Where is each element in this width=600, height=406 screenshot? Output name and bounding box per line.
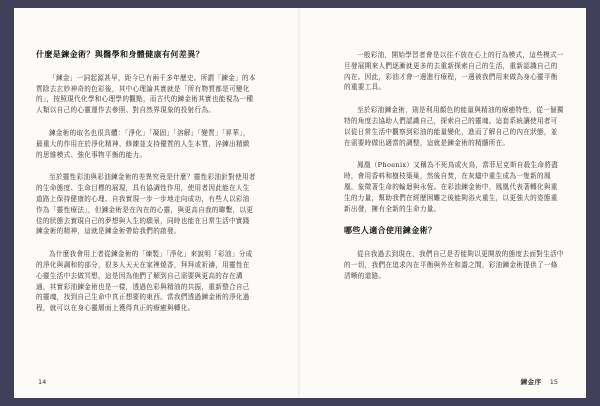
running-head: 鍊金序 [520,378,542,386]
paragraph: 鍊金術的取名也很具體：「淨化」「凝固」「溶解」「變質」「昇華」，最重大的作用在於淨化精神、修練並支持優質的人生本質，淬鍊出精緻的思維模式、強化事物平衡的能力。 [36,128,250,159]
paragraph: 鳳凰（Phoenix）又稱為不死鳥或火鳥，當菲尼克斯自殺生命將盡時，會用香料和樹枝築巢，然後自焚，在灰燼中重生成為一隻新的鳳凰，象徵著生命的輪迴與永恆。在彩油鍊金術中，鳳凰代表著轉化與重生的力量，幫助我們在經歷困難之後能夠浴火重生，以更強大的姿態重新出發，擁有全新的生命力量。 [344,161,559,213]
page-number-left: 14 [38,378,47,386]
left-text-column [36,50,256,326]
paragraph: 至於彩油鍊金術，則是利用顏色的能量與精油的療癒特性，從一個獨特的角度去協助人們認識自己，探索自己的靈魂。這套系統讓使用者可以從日常生活中觀察到彩油的能量變化，進而了解自己的內在狀態，並在需要時做出適當的調整，這就是鍊金術的精髓所在。 [344,106,564,147]
paragraph: 從自我過去到現在，我們自己是否能夠以更開放的態度去面對生活中的一切，我們在追求內在平衡與外在和諧之間，彩油鍊金術提供了一條清晰的道路。 [344,250,564,280]
page-footer-right [521,377,558,386]
section-heading: 哪些人適合使用鍊金術？ [344,226,437,236]
paragraph: 「鍊金」一詞起源甚早，距今已有兩千多年歷史。所謂「鍊金」的本質除去玄妙神奇的色彩後，其中心理論其實就是「所有物質都是可變化的」，按照現代化學和心理學的觀點，而古代的鍊金術其實也能視為一種人類以自己的心靈運作去參照、對自然界現象的投射行為。 [36,73,256,115]
paragraph: 一般彩油，開始學習者會是以往不放在心上的行為模式，這些模式一旦發展開來人們逐漸就更多的去重新探索自己的生活，重新認識自己的內在。因此，彩油才會一邊進行療程，一邊被我們用來做為身心靈平衡的重要工具。 [344,51,564,92]
left-page [14,8,300,398]
section-heading: 什麼是鍊金術？與醫學和身體健康有何差異？ [36,50,204,59]
right-text-column [344,50,564,294]
right-page [300,8,586,398]
page-number-right: 15 [549,378,558,386]
paragraph: 至於靈性彩油與彩油鍊金術的差異究竟是什麼？靈性彩油針對使用者的生命態度、生命目標的展現，具有協調性作用，使用者因此能在人生道路上保持健康的心理、自我實現一步一步地走向成功，有些人以彩油作為「靈性療法」，但鍊金術是在內在的心靈，與更高自我的聯繫，以更佳的狀態去實現自己的夢想與人生的願景，同時也能在日常生活中實踐鍊金術的精神，這就是鍊金術帶給我們的啟發。 [36,173,256,236]
paragraph: 為什麼我會用上者從鍊金術的「煉製」「淨化」來說明「彩油」分成的淨化與調和的部分，很多人天天在家裡燒香，拜拜或祈禱，用靈性在心靈生活中去做冥想，這是因為他們了解到自己需要與更高的存在溝通，其實彩油鍊金術也是一樣，透過色彩與精油的共振，重新整合自己的靈魂，找到自己生命中真正想要的東西。當我們透過鍊金術的淨化過程，就可以在身心靈層面上獲得真正的療癒與轉化。 [36,250,253,313]
